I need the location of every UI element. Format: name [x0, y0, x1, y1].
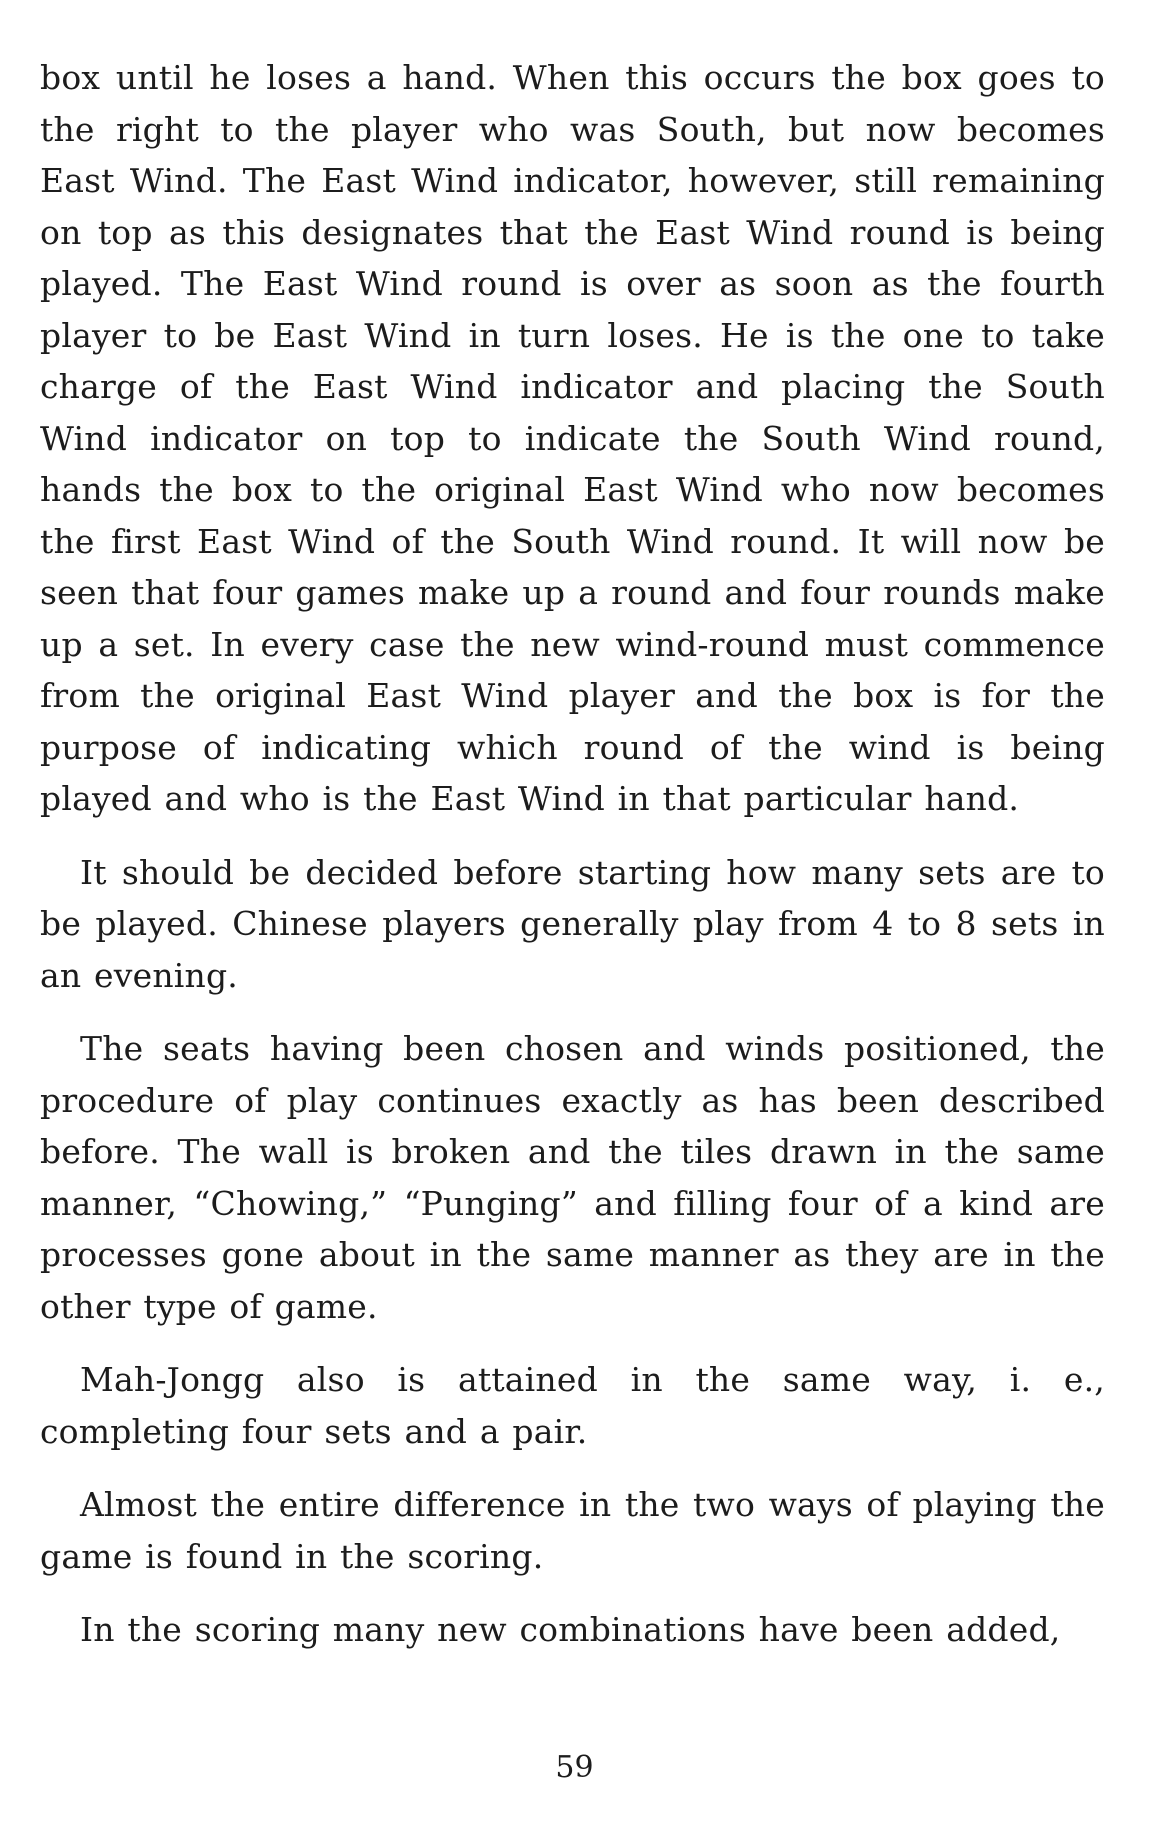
paragraph-scoring: In the scoring many new combinations have been added,: [80, 1610, 1061, 1649]
paragraph-sets-count: It should be decided before starting how many sets are to be played. Chinese players generally play from 4 to 8 sets in an evening.: [40, 852, 1105, 995]
paragraph-difference: Almost the entire difference in the two ways of playing the game is found in the scoring.: [40, 1485, 1105, 1576]
paragraph-mah-jongg: Mah-Jongg also is attained in the same way, i. e., completing four sets and a pair.: [40, 1360, 1105, 1451]
paragraph-procedure: The seats having been chosen and winds positioned, the procedure of play continues exactly as has been described before. The wall is broken and the tiles drawn in the same manner, “Chowing,” “Punging” and filling four of a kind are processes gone about in the same manner as they are in the other type of game.: [40, 1029, 1105, 1326]
paragraph-continued: box until he loses a hand. When this occurs the box goes to the right to the player who was South, but now becomes East Wind. The East Wind indicator, however, still remaining on top as this designates that the East Wind round is being played. The East Wind round is over as soon as the fourth player to be East Wind in turn loses. He is the one to take charge of the East Wind indicator and placing the South Wind indicator on top to indicate the South Wind round, hands the box to the original East Wind who now becomes the first East Wind of the South Wind round. It will now be seen that four games make up a round and four rounds make up a set. In every case the new wind-round must commence from the original East Wind player and the box is for the purpose of indicating which round of the wind is being played and who is the East Wind in that particular hand.: [40, 58, 1105, 818]
page-body: [40, 52, 1105, 1656]
page-number: 59: [555, 1750, 594, 1785]
